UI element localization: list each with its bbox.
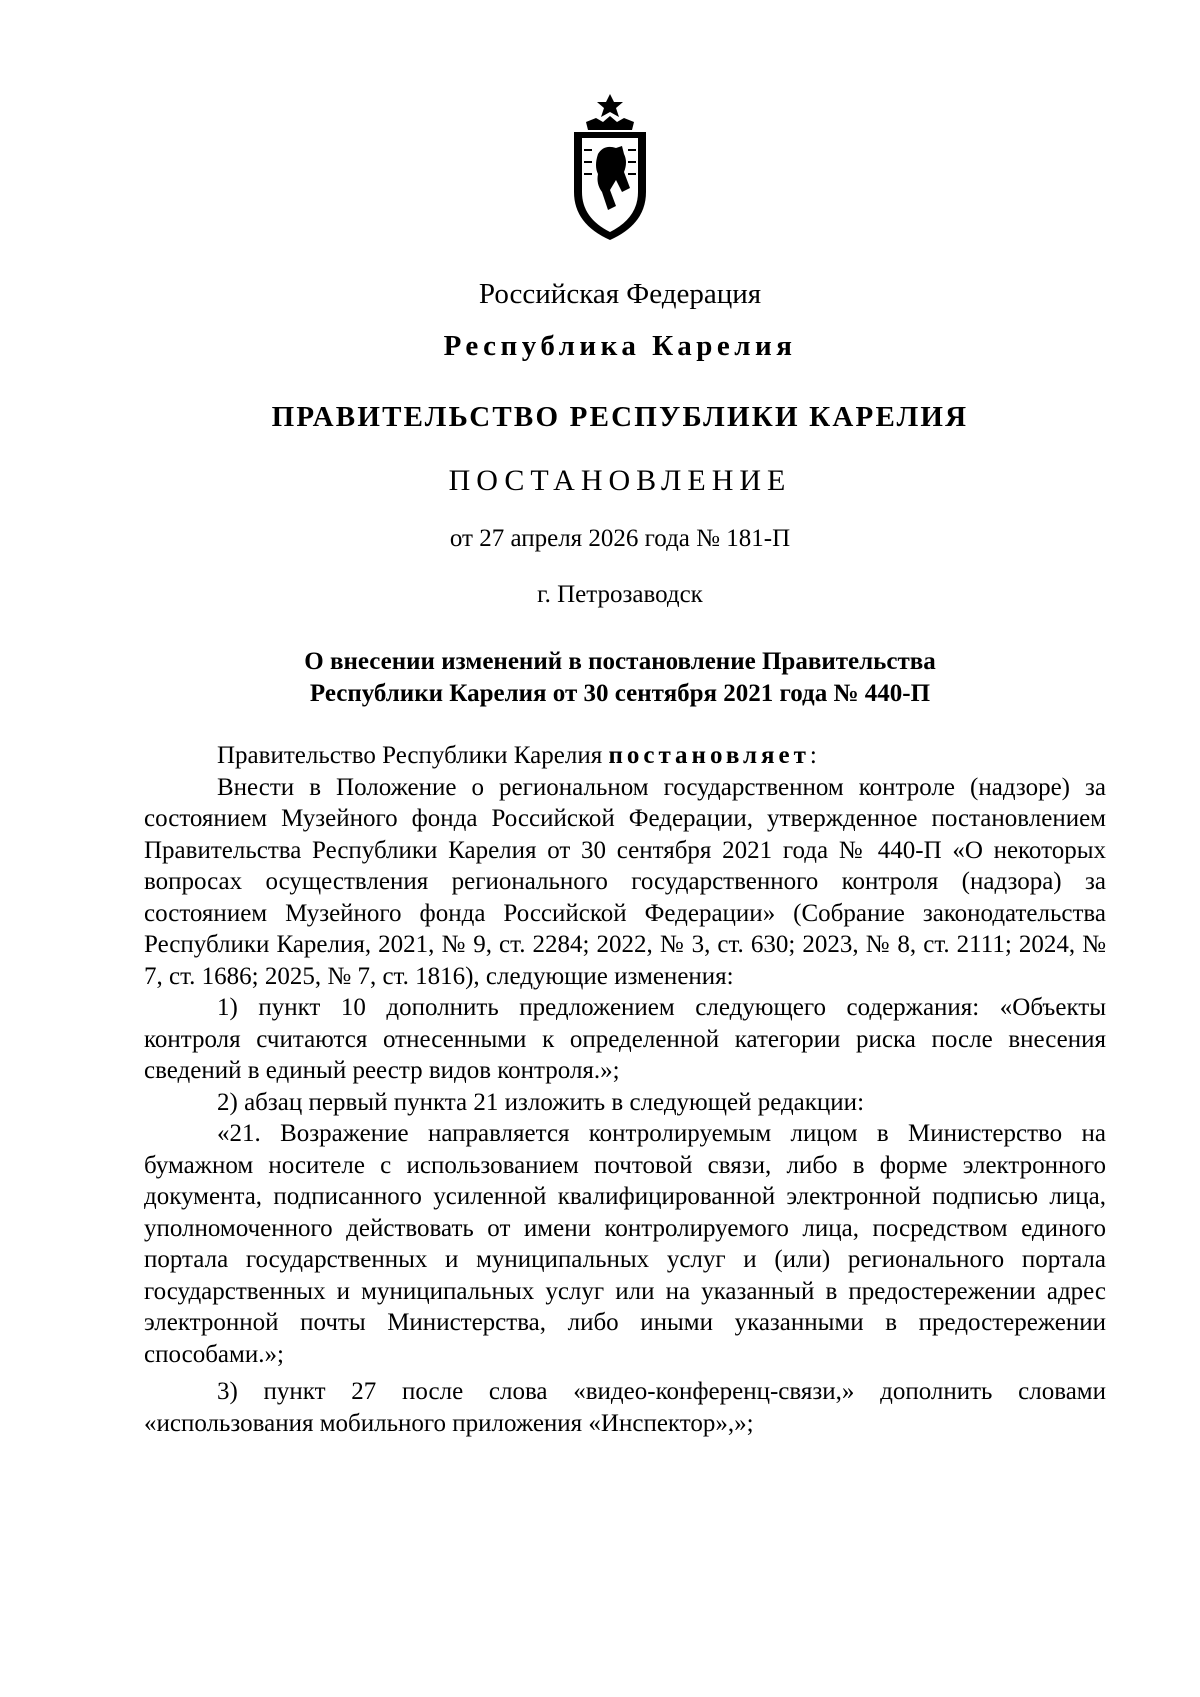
document-date-number: от 27 апреля 2026 года № 181-П	[449, 525, 791, 552]
intro-verb: постановляет	[608, 742, 810, 769]
title-line-2: Республики Карелия от 30 сентября 2021 года № 440-П	[309, 680, 931, 707]
intro-prefix: Правительство Республики Карелия	[217, 742, 609, 769]
item-2-quote: «21. Возражение направляется контролируемым лицом в Министерство на бумажном носителе с использованием почтовой связи, либо в форме электронного документа, подписанного усиленной квалифицированной электронной подписью лица, уполномоченного действовать от имени контролируемого лица, посредством единого портала государственных и муниципальных услуг и (или) регионального портала государственных и муниципальных услуг или на указанный в предостережении адрес электронной почты Министерства, либо иными указанными в предостережении способами.»;	[144, 1120, 1106, 1368]
intro-suffix: :	[809, 742, 817, 769]
government-name: ПРАВИТЕЛЬСТВО РЕСПУБЛИКИ КАРЕЛИЯ	[271, 401, 969, 433]
document-title	[0, 646, 1200, 710]
paragraph-main: Внести в Положение о региональном государственном контроле (надзоре) за состоянием Музейного фонда Российской Федерации, утвержденное постановлением Правительства Республики Карелия от 30 сентября 2021 года № 440-П «О некоторых вопросах осуществления регионального государственного контроля (надзора) за состоянием Музейного фонда Российской Федерации» (Собрание законодательства Республики Карелия, 2021, № 9, ст. 2284; 2022, № 3, ст. 630; 2023, № 8, ст. 2111; 2024, № 7, ст. 1686; 2025, № 7, ст. 1816), следующие изменения:	[144, 773, 1106, 990]
republic-name: Республика Карелия	[443, 330, 797, 362]
title-line-1: О внесении изменений в постановление Правительства	[304, 648, 936, 675]
item-1: 1) пункт 10 дополнить предложением следующего содержания: «Объекты контроля считаются отнесенными к определенной категории риска после внесения сведений в единый реестр видов контроля.»;	[144, 994, 1106, 1084]
item-2: 2) абзац первый пункта 21 изложить в следующей редакции:	[217, 1088, 865, 1116]
intro-paragraph	[144, 740, 1106, 772]
document-type: ПОСТАНОВЛЕНИЕ	[448, 464, 792, 497]
document-body	[144, 740, 1106, 1439]
country-name: Российская Федерация	[478, 278, 762, 310]
document-city: г. Петрозаводск	[537, 581, 703, 608]
karelia-coat-of-arms-icon	[560, 92, 660, 242]
item-3: 3) пункт 27 после слова «видео-конференц-связи,» дополнить словами «использования мобильного приложения «Инспектор»,»;	[144, 1378, 1106, 1437]
